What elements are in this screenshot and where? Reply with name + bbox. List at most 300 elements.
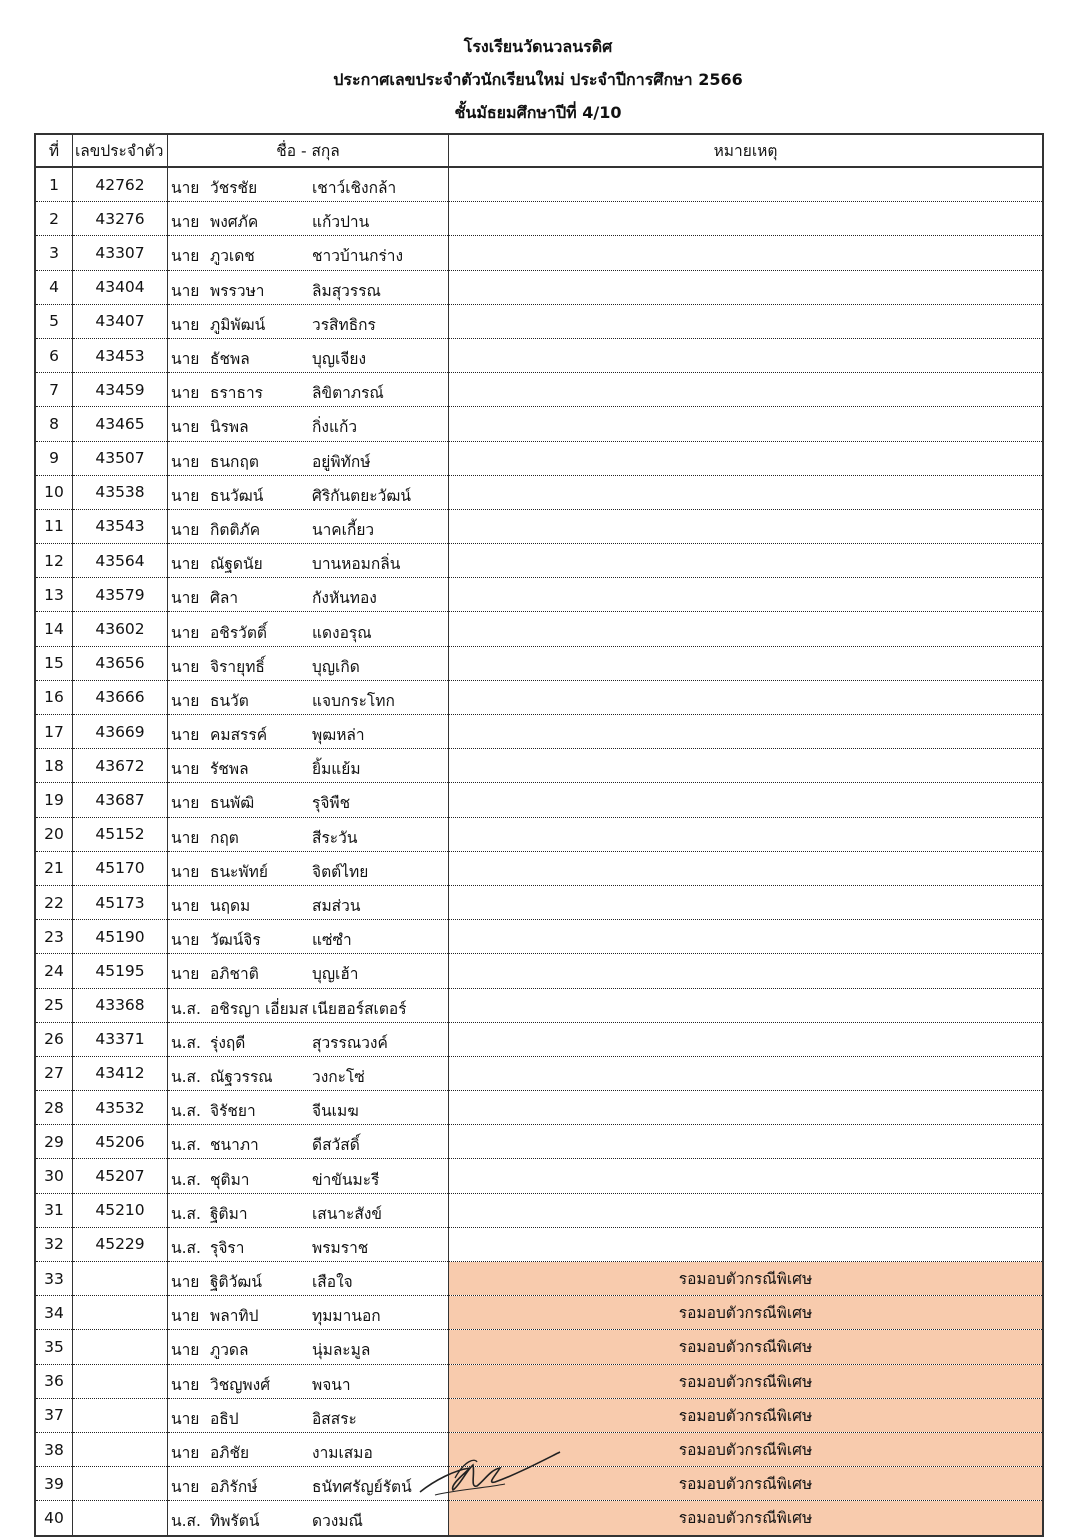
student-name xyxy=(168,612,449,646)
school-name: โรงเรียนวัดนวลนรดิศ xyxy=(463,37,613,56)
table-row xyxy=(35,509,1043,543)
remark xyxy=(449,885,1044,919)
row-number: 11 xyxy=(35,509,73,543)
name-prefix: นาย xyxy=(171,760,200,779)
student-name xyxy=(168,1159,449,1193)
first-name: อธิป xyxy=(210,1409,239,1428)
name-prefix: นาย xyxy=(171,213,200,232)
student-name xyxy=(168,1056,449,1090)
student-id: 43538 xyxy=(73,475,168,509)
last-name: ธนัทศรัญย์รัตน์ xyxy=(312,1478,412,1497)
last-name: ดวงมณี xyxy=(312,1512,363,1531)
student-id: 43465 xyxy=(73,407,168,441)
column-header-name: ชื่อ - สกุล xyxy=(168,134,449,167)
student-id: 43656 xyxy=(73,646,168,680)
student-name xyxy=(168,167,449,202)
student-name xyxy=(168,1296,449,1330)
first-name: อภิชาติ xyxy=(210,965,259,984)
student-id: 45170 xyxy=(73,851,168,885)
name-prefix: นาย xyxy=(171,1307,200,1326)
remark xyxy=(449,680,1044,714)
name-prefix: นาย xyxy=(171,691,200,710)
table-row xyxy=(35,783,1043,817)
remark: รอมอบตัวกรณีพิเศษ xyxy=(449,1501,1044,1536)
student-table xyxy=(34,133,1044,1537)
student-name xyxy=(168,1501,449,1536)
student-name xyxy=(168,715,449,749)
last-name: งามเสมอ xyxy=(312,1444,373,1463)
first-name: รุจิรา xyxy=(210,1238,245,1257)
first-name: วัฒน์จิร xyxy=(210,931,261,950)
table-row xyxy=(35,1330,1043,1364)
document-header xyxy=(0,30,1076,129)
name-prefix: นาย xyxy=(171,1478,200,1497)
table-row xyxy=(35,270,1043,304)
first-name: ธนวัต xyxy=(210,691,249,710)
table-row xyxy=(35,1467,1043,1501)
name-prefix: นาย xyxy=(171,315,200,334)
first-name: พรรวษา xyxy=(210,281,265,300)
name-prefix: น.ส. xyxy=(171,1170,201,1189)
row-number: 34 xyxy=(35,1296,73,1330)
remark xyxy=(449,988,1044,1022)
remark xyxy=(449,407,1044,441)
first-name: ธนวัฒน์ xyxy=(210,486,264,505)
last-name: นุ่มละมูล xyxy=(312,1341,371,1360)
student-name xyxy=(168,885,449,919)
remark xyxy=(449,1159,1044,1193)
student-name xyxy=(168,1432,449,1466)
row-number: 20 xyxy=(35,817,73,851)
name-prefix: นาย xyxy=(171,384,200,403)
student-name xyxy=(168,1125,449,1159)
last-name: แซ่ซำ xyxy=(312,931,352,950)
first-name: ธนกฤต xyxy=(210,452,259,471)
row-number: 39 xyxy=(35,1467,73,1501)
row-number: 37 xyxy=(35,1398,73,1432)
name-prefix: นาย xyxy=(171,486,200,505)
last-name: จีนเมฆ xyxy=(312,1102,359,1121)
student-id: 43407 xyxy=(73,304,168,338)
remark: รอมอบตัวกรณีพิเศษ xyxy=(449,1364,1044,1398)
last-name: พจนา xyxy=(312,1375,351,1394)
remark xyxy=(449,954,1044,988)
student-id: 43276 xyxy=(73,202,168,236)
first-name: วิชญพงศ์ xyxy=(210,1375,271,1394)
student-name xyxy=(168,407,449,441)
row-number: 23 xyxy=(35,920,73,954)
student-id: 43666 xyxy=(73,680,168,714)
student-name xyxy=(168,1022,449,1056)
column-header-id: เลขประจำตัว xyxy=(73,134,168,167)
student-id: 45190 xyxy=(73,920,168,954)
row-number: 1 xyxy=(35,167,73,202)
row-number: 21 xyxy=(35,851,73,885)
student-name xyxy=(168,1193,449,1227)
first-name: วัชรชัย xyxy=(210,179,258,198)
row-number: 7 xyxy=(35,373,73,407)
last-name: อยู่พิทักษ์ xyxy=(312,452,371,471)
last-name: จิตต์ไทย xyxy=(312,862,369,881)
first-name: ณัฐวรรณ xyxy=(210,1067,273,1086)
remark xyxy=(449,1091,1044,1125)
student-id: 43307 xyxy=(73,236,168,270)
student-name xyxy=(168,441,449,475)
remark xyxy=(449,612,1044,646)
student-name xyxy=(168,1364,449,1398)
remark xyxy=(449,509,1044,543)
student-name xyxy=(168,1330,449,1364)
last-name: แดงอรุณ xyxy=(312,623,372,642)
remark xyxy=(449,851,1044,885)
table-row xyxy=(35,578,1043,612)
first-name: พลาทิป xyxy=(210,1307,259,1326)
table-row xyxy=(35,885,1043,919)
last-name: ดีสวัสดิ์ xyxy=(312,1136,360,1155)
student-name xyxy=(168,509,449,543)
first-name: คมสรรค์ xyxy=(210,726,268,745)
row-number: 25 xyxy=(35,988,73,1022)
table-row xyxy=(35,1193,1043,1227)
row-number: 13 xyxy=(35,578,73,612)
remark xyxy=(449,1125,1044,1159)
last-name: เสือใจ xyxy=(312,1273,353,1292)
last-name: พุฒหล่า xyxy=(312,726,365,745)
row-number: 6 xyxy=(35,338,73,372)
remark: รอมอบตัวกรณีพิเศษ xyxy=(449,1296,1044,1330)
student-name xyxy=(168,646,449,680)
table-row xyxy=(35,1091,1043,1125)
remark xyxy=(449,236,1044,270)
name-prefix: นาย xyxy=(171,623,200,642)
remark xyxy=(449,646,1044,680)
first-name: กิตติภัค xyxy=(210,520,261,539)
student-id: 43532 xyxy=(73,1091,168,1125)
first-name: ธนพัฒิ xyxy=(210,794,255,813)
remark xyxy=(449,544,1044,578)
remark xyxy=(449,304,1044,338)
remark xyxy=(449,715,1044,749)
first-name: ฐิติวัฒน์ xyxy=(210,1273,262,1292)
first-name: นฤดม xyxy=(210,897,251,916)
table-row xyxy=(35,407,1043,441)
remark xyxy=(449,202,1044,236)
student-id: 45152 xyxy=(73,817,168,851)
row-number: 29 xyxy=(35,1125,73,1159)
last-name: อิสสระ xyxy=(312,1409,357,1428)
student-id: 43453 xyxy=(73,338,168,372)
first-name: อภิรักษ์ xyxy=(210,1478,258,1497)
name-prefix: น.ส. xyxy=(171,1238,201,1257)
remark xyxy=(449,920,1044,954)
name-prefix: นาย xyxy=(171,657,200,676)
row-number: 16 xyxy=(35,680,73,714)
name-prefix: นาย xyxy=(171,897,200,916)
table-row xyxy=(35,817,1043,851)
name-prefix: น.ส. xyxy=(171,999,201,1018)
first-name: ภูมิพัฒน์ xyxy=(210,315,266,334)
last-name: ลิขิตาภรณ์ xyxy=(312,384,384,403)
student-name xyxy=(168,304,449,338)
row-number: 12 xyxy=(35,544,73,578)
student-id: 45229 xyxy=(73,1227,168,1261)
student-id: 43687 xyxy=(73,783,168,817)
table-row xyxy=(35,1432,1043,1466)
student-id: 43412 xyxy=(73,1056,168,1090)
last-name: ชาวบ้านกร่าง xyxy=(312,247,404,266)
name-prefix: นาย xyxy=(171,965,200,984)
student-id: 43507 xyxy=(73,441,168,475)
remark xyxy=(449,338,1044,372)
table-row xyxy=(35,236,1043,270)
first-name: ภูวเดช xyxy=(210,247,255,266)
last-name: บานหอมกลิ่น xyxy=(312,555,401,574)
last-name: ข่าขันมะรี xyxy=(312,1170,380,1189)
table-row xyxy=(35,475,1043,509)
student-name xyxy=(168,236,449,270)
remark xyxy=(449,373,1044,407)
last-name: ลิมสุวรรณ xyxy=(312,281,381,300)
student-id: 43371 xyxy=(73,1022,168,1056)
row-number: 30 xyxy=(35,1159,73,1193)
row-number: 4 xyxy=(35,270,73,304)
table-header-row xyxy=(35,134,1043,167)
first-name: พงศภัค xyxy=(210,213,259,232)
last-name: วงกะโซ่ xyxy=(312,1067,365,1086)
remark xyxy=(449,783,1044,817)
row-number: 17 xyxy=(35,715,73,749)
name-prefix: นาย xyxy=(171,589,200,608)
remark xyxy=(449,167,1044,202)
student-name xyxy=(168,1398,449,1432)
student-name xyxy=(168,988,449,1022)
remark xyxy=(449,1193,1044,1227)
remark xyxy=(449,1022,1044,1056)
row-number: 32 xyxy=(35,1227,73,1261)
student-id xyxy=(73,1296,168,1330)
table-row xyxy=(35,1022,1043,1056)
table-row xyxy=(35,441,1043,475)
last-name: สุวรรณวงค์ xyxy=(312,1033,388,1052)
student-id: 43404 xyxy=(73,270,168,304)
first-name: ศิลา xyxy=(210,589,239,608)
student-id xyxy=(73,1467,168,1501)
student-id xyxy=(73,1330,168,1364)
column-header-no: ที่ xyxy=(35,134,73,167)
announcement-title: ประกาศเลขประจำตัวนักเรียนใหม่ ประจำปีการศึกษา 2566 xyxy=(333,70,743,89)
remark: รอมอบตัวกรณีพิเศษ xyxy=(449,1432,1044,1466)
student-name xyxy=(168,1227,449,1261)
name-prefix: นาย xyxy=(171,555,200,574)
first-name: ชุติมา xyxy=(210,1170,250,1189)
student-name xyxy=(168,578,449,612)
first-name: ธราธาร xyxy=(210,384,263,403)
row-number: 15 xyxy=(35,646,73,680)
student-id xyxy=(73,1364,168,1398)
last-name: แจบกระโทก xyxy=(312,691,395,710)
row-number: 19 xyxy=(35,783,73,817)
student-name xyxy=(168,817,449,851)
student-name xyxy=(168,373,449,407)
first-name: รุ่งฤดี xyxy=(210,1033,246,1052)
table-row xyxy=(35,715,1043,749)
remark xyxy=(449,441,1044,475)
first-name: ชนาภา xyxy=(210,1136,259,1155)
student-id xyxy=(73,1262,168,1296)
name-prefix: น.ส. xyxy=(171,1033,201,1052)
student-id: 43672 xyxy=(73,749,168,783)
remark xyxy=(449,1227,1044,1261)
remark: รอมอบตัวกรณีพิเศษ xyxy=(449,1398,1044,1432)
name-prefix: นาย xyxy=(171,1341,200,1360)
name-prefix: น.ส. xyxy=(171,1204,201,1223)
last-name: บุญเฮ้า xyxy=(312,965,359,984)
name-prefix: นาย xyxy=(171,452,200,471)
last-name: กังหันทอง xyxy=(312,589,377,608)
remark: รอมอบตัวกรณีพิเศษ xyxy=(449,1330,1044,1364)
student-id: 43543 xyxy=(73,509,168,543)
first-name: จิรัชยา xyxy=(210,1102,256,1121)
name-prefix: นาย xyxy=(171,350,200,369)
first-name: ธนะพัทย์ xyxy=(210,862,268,881)
row-number: 31 xyxy=(35,1193,73,1227)
name-prefix: นาย xyxy=(171,794,200,813)
table-row xyxy=(35,202,1043,236)
table-row xyxy=(35,851,1043,885)
student-name xyxy=(168,749,449,783)
row-number: 24 xyxy=(35,954,73,988)
name-prefix: นาย xyxy=(171,1375,200,1394)
name-prefix: นาย xyxy=(171,1444,200,1463)
student-id: 43602 xyxy=(73,612,168,646)
student-name xyxy=(168,1262,449,1296)
first-name: นิรพล xyxy=(210,418,249,437)
row-number: 8 xyxy=(35,407,73,441)
name-prefix: นาย xyxy=(171,931,200,950)
student-id: 43564 xyxy=(73,544,168,578)
student-id xyxy=(73,1501,168,1536)
row-number: 27 xyxy=(35,1056,73,1090)
row-number: 14 xyxy=(35,612,73,646)
remark xyxy=(449,1056,1044,1090)
table-row xyxy=(35,954,1043,988)
first-name: ทิพรัตน์ xyxy=(210,1512,260,1531)
name-prefix: นาย xyxy=(171,862,200,881)
row-number: 18 xyxy=(35,749,73,783)
student-name xyxy=(168,338,449,372)
row-number: 26 xyxy=(35,1022,73,1056)
table-row xyxy=(35,1159,1043,1193)
remark: รอมอบตัวกรณีพิเศษ xyxy=(449,1262,1044,1296)
student-name xyxy=(168,202,449,236)
last-name: ยิ้มแย้ม xyxy=(312,760,361,779)
first-name: อชิรญา เอี่ยมส xyxy=(210,999,309,1018)
table-row xyxy=(35,646,1043,680)
last-name: นาคเกี้ยว xyxy=(312,520,375,539)
first-name: จิรายุทธิ์ xyxy=(210,657,265,676)
row-number: 22 xyxy=(35,885,73,919)
table-row xyxy=(35,167,1043,202)
table-row xyxy=(35,680,1043,714)
row-number: 33 xyxy=(35,1262,73,1296)
student-name xyxy=(168,475,449,509)
first-name: ณัฐดนัย xyxy=(210,555,263,574)
first-name: ธัชพล xyxy=(210,350,250,369)
student-id: 45195 xyxy=(73,954,168,988)
column-header-note: หมายเหตุ xyxy=(449,134,1044,167)
student-name xyxy=(168,544,449,578)
student-name xyxy=(168,920,449,954)
last-name: เชาว์เชิงกล้า xyxy=(312,179,397,198)
table-row xyxy=(35,1056,1043,1090)
first-name: อภิชัย xyxy=(210,1444,250,1463)
table-row xyxy=(35,749,1043,783)
remark xyxy=(449,749,1044,783)
last-name: แก้วปาน xyxy=(312,213,370,232)
last-name: บุญเกิด xyxy=(312,657,360,676)
student-id: 43669 xyxy=(73,715,168,749)
first-name: ภูวดล xyxy=(210,1341,249,1360)
table-row xyxy=(35,988,1043,1022)
remark xyxy=(449,270,1044,304)
student-name xyxy=(168,783,449,817)
student-name xyxy=(168,680,449,714)
table-row xyxy=(35,920,1043,954)
first-name: ฐิติมา xyxy=(210,1204,248,1223)
table-row xyxy=(35,1398,1043,1432)
student-name xyxy=(168,1467,449,1501)
student-id: 45206 xyxy=(73,1125,168,1159)
name-prefix: นาย xyxy=(171,418,200,437)
table-row xyxy=(35,1262,1043,1296)
table-row xyxy=(35,373,1043,407)
name-prefix: น.ส. xyxy=(171,1102,201,1121)
remark xyxy=(449,578,1044,612)
last-name: บุญเจียง xyxy=(312,350,367,369)
student-name xyxy=(168,1091,449,1125)
name-prefix: นาย xyxy=(171,179,200,198)
remark xyxy=(449,817,1044,851)
table-row xyxy=(35,1364,1043,1398)
table-row xyxy=(35,1125,1043,1159)
student-id: 42762 xyxy=(73,167,168,202)
last-name: วรสิทธิกร xyxy=(312,315,376,334)
table-row xyxy=(35,544,1043,578)
row-number: 36 xyxy=(35,1364,73,1398)
student-id: 43368 xyxy=(73,988,168,1022)
table-row xyxy=(35,612,1043,646)
name-prefix: นาย xyxy=(171,828,200,847)
table-row xyxy=(35,1227,1043,1261)
name-prefix: นาย xyxy=(171,281,200,300)
last-name: เนียฮอร์สเตอร์ xyxy=(312,999,407,1018)
row-number: 28 xyxy=(35,1091,73,1125)
row-number: 9 xyxy=(35,441,73,475)
last-name: ทุมมานอก xyxy=(312,1307,381,1326)
remark: รอมอบตัวกรณีพิเศษ xyxy=(449,1467,1044,1501)
first-name: กฤต xyxy=(210,828,239,847)
student-name xyxy=(168,270,449,304)
name-prefix: น.ส. xyxy=(171,1136,201,1155)
student-id xyxy=(73,1398,168,1432)
row-number: 40 xyxy=(35,1501,73,1536)
student-id: 45173 xyxy=(73,885,168,919)
last-name: ศิริกันตยะวัฒน์ xyxy=(312,486,411,505)
row-number: 10 xyxy=(35,475,73,509)
row-number: 3 xyxy=(35,236,73,270)
class-label: ชั้นมัธยมศึกษาปีที่ 4/10 xyxy=(454,103,622,122)
last-name: สีระวัน xyxy=(312,828,358,847)
